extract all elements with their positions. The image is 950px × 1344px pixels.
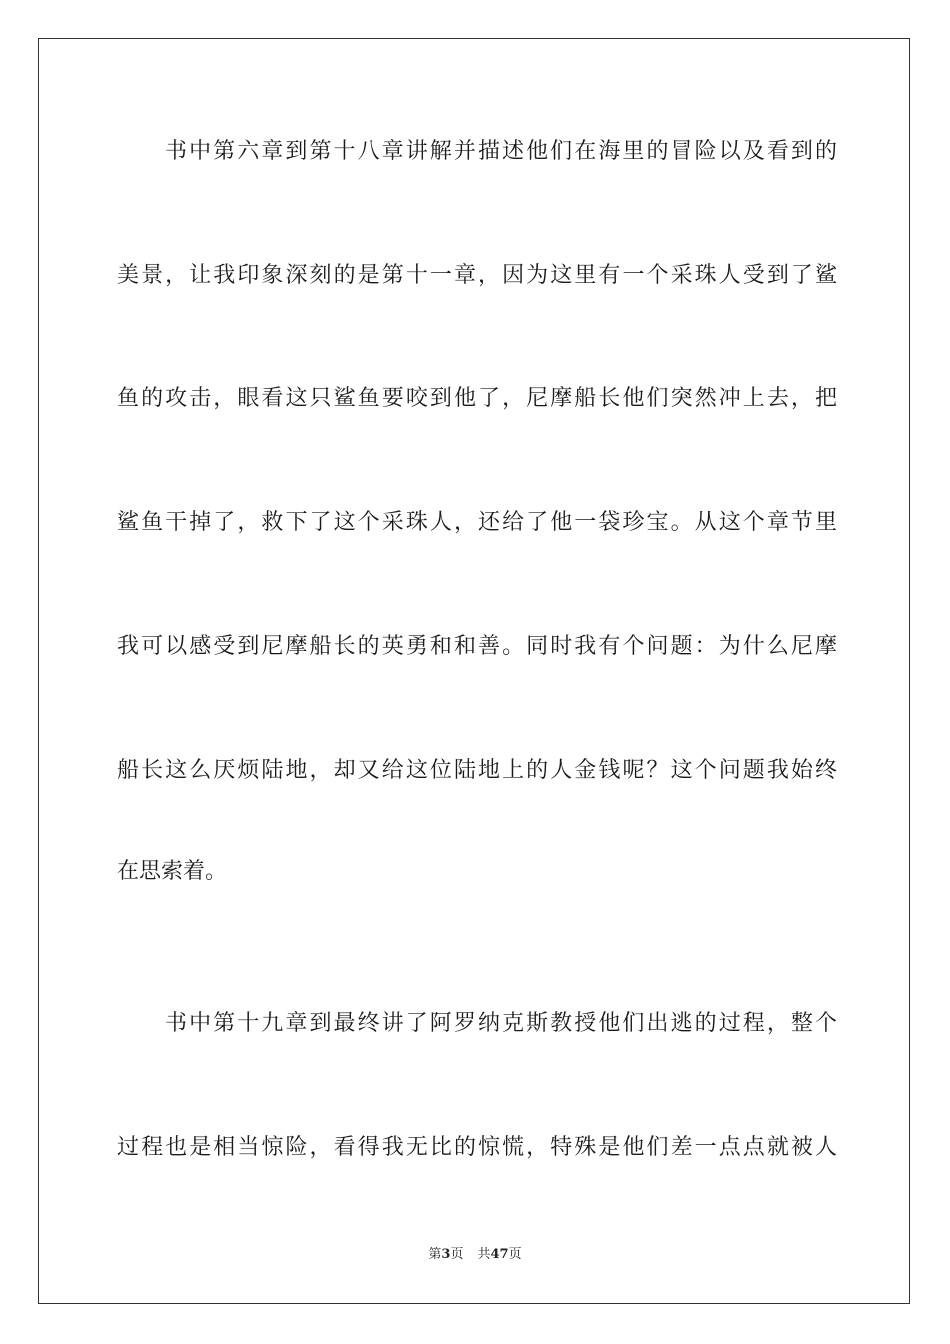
- paragraph-1-line-3: 鱼的攻击，眼看这只鲨鱼要咬到他了，尼摩船长他们突然冲上去，把: [117, 386, 837, 411]
- paragraph-1-line-2: 美景，让我印象深刻的是第十一章，因为这里有一个采珠人受到了鲨: [117, 263, 837, 288]
- total-suffix: 页: [508, 1247, 522, 1262]
- paragraph-2-line-1: 书中第十九章到最终讲了阿罗纳克斯教授他们出逃的过程，整个: [165, 1011, 837, 1036]
- paragraph-1-line-1: 书中第六章到第十八章讲解并描述他们在海里的冒险以及看到的: [165, 139, 837, 164]
- page-footer: [0, 1246, 950, 1264]
- total-prefix: 共: [477, 1247, 491, 1262]
- page-border: [38, 38, 910, 1304]
- paragraph-1-line-5: 我可以感受到尼摩船长的英勇和和善。同时我有个问题：为什么尼摩: [117, 634, 837, 659]
- paragraph-1-line-7: 在思索着。: [117, 859, 228, 884]
- page-prefix: 第: [428, 1247, 442, 1262]
- total-pages: 47: [490, 1247, 509, 1262]
- paragraph-2-line-2: 过程也是相当惊险，看得我无比的惊慌，特殊是他们差一点点就被人: [117, 1135, 837, 1160]
- paragraph-1-line-4: 鲨鱼干掉了，救下了这个采珠人，还给了他一袋珍宝。从这个章节里: [117, 510, 837, 535]
- page-number: 3: [441, 1247, 451, 1262]
- page-suffix: 页: [450, 1247, 464, 1262]
- paragraph-1-line-6: 船长这么厌烦陆地，却又给这位陆地上的人金钱呢？这个问题我始终: [117, 758, 837, 783]
